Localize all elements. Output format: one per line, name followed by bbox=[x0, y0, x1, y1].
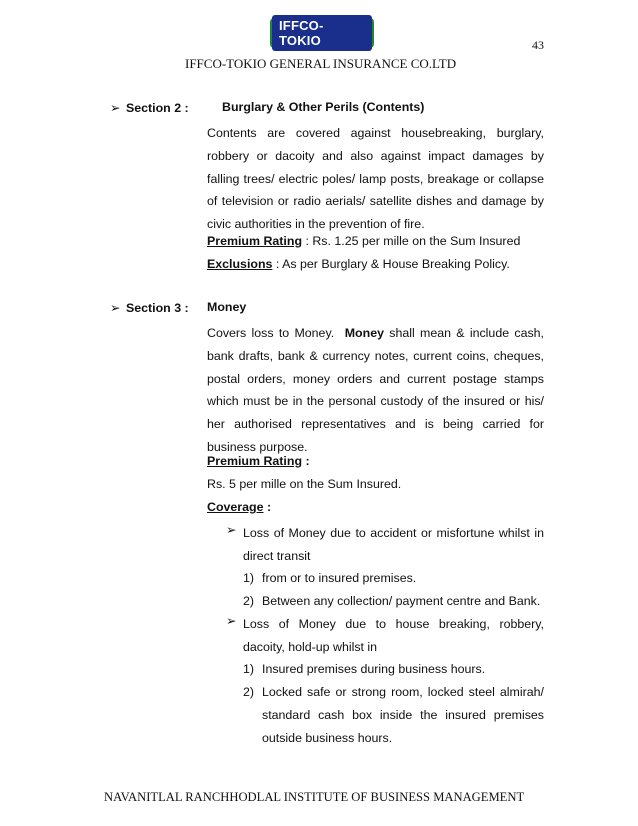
premium-rating-text: : Rs. 1.25 per mille on the Sum Insured bbox=[305, 234, 521, 248]
section-3-label bbox=[110, 300, 189, 315]
coverage-sub-item bbox=[243, 567, 544, 590]
iffco-tokio-logo bbox=[270, 18, 374, 48]
premium-rating-label: Premium Rating bbox=[207, 234, 303, 248]
coverage-item-text: Loss of Money due to house breaking, robbery, dacoity, hold-up whilst in bbox=[243, 617, 544, 654]
section-3-premium-text: Rs. 5 per mille on the Sum Insured. bbox=[207, 477, 402, 491]
bullet-arrow-icon: ➢ bbox=[110, 101, 121, 115]
company-name: IFFCO-TOKIO GENERAL INSURANCE CO.LTD bbox=[185, 56, 457, 71]
section-3-premium-heading bbox=[207, 454, 310, 468]
coverage-colon: : bbox=[266, 500, 272, 514]
section-2-label-text: Section 2 : bbox=[126, 101, 189, 115]
premium-colon: : bbox=[305, 454, 310, 468]
coverage-sub-item bbox=[243, 681, 544, 749]
sub-item-text: Between any collection/ payment centre and Bank. bbox=[262, 594, 541, 608]
sub-item-number: 2) bbox=[243, 594, 255, 608]
coverage-sub-item bbox=[243, 590, 544, 613]
footer-institute: NAVANITLAL RANCHHODLAL INSTITUTE OF BUSINESS MANAGEMENT bbox=[104, 790, 525, 804]
sub-item-number: 1) bbox=[243, 662, 255, 676]
section-2-exclusions bbox=[207, 257, 510, 271]
exclusions-text: : As per Burglary & House Breaking Policy. bbox=[275, 257, 510, 271]
coverage-item-text: Loss of Money due to accident or misfortune whilst in direct transit bbox=[243, 526, 544, 563]
section-2-label bbox=[110, 100, 189, 115]
coverage-sub-item bbox=[243, 658, 544, 681]
sub-item-number: 1) bbox=[243, 571, 255, 585]
money-term: Money bbox=[344, 326, 384, 340]
sub-item-number: 2) bbox=[243, 685, 255, 699]
section-3-coverage-heading bbox=[207, 500, 271, 514]
section-2-premium bbox=[207, 234, 520, 248]
section-3-description bbox=[207, 322, 544, 459]
money-definition: shall mean & include cash, bank drafts, bank & currency notes, current coins, cheques, postal orders, money orders and current postage stamps which must be in the personal custody of the insured or his/ her authorised representatives and is being carried for business purpose. bbox=[207, 326, 544, 454]
sub-item-text: Insured premises during business hours. bbox=[262, 662, 486, 676]
section-3-title: Money bbox=[207, 300, 247, 314]
premium-rating-label: Premium Rating bbox=[207, 454, 303, 468]
page-number: 43 bbox=[532, 38, 544, 52]
section-2-title: Burglary & Other Perils (Contents) bbox=[222, 100, 425, 114]
bullet-arrow-icon: ➢ bbox=[226, 523, 237, 537]
coverage-label: Coverage bbox=[207, 500, 264, 514]
exclusions-label: Exclusions bbox=[207, 257, 273, 271]
section-2-description: Contents are covered against housebreaking, burglary, robbery or dacoity and also against impact damages by falling trees/ electric poles/ lamp posts, breakage or collapse of television or radio aerials/ satellite dishes and damage by civic authorities in the prevention of fire. bbox=[207, 126, 544, 232]
logo-text: IFFCO-TOKIO bbox=[272, 15, 372, 51]
bullet-arrow-icon: ➢ bbox=[226, 614, 237, 628]
bullet-arrow-icon: ➢ bbox=[110, 301, 121, 315]
section-3-label-text: Section 3 : bbox=[126, 301, 189, 315]
sub-item-text: Locked safe or strong room, locked steel almirah/ standard cash box inside the insured premises outside business hours. bbox=[262, 685, 544, 745]
sub-item-text: from or to insured premises. bbox=[262, 571, 417, 585]
money-intro: Covers loss to Money. bbox=[207, 326, 335, 340]
